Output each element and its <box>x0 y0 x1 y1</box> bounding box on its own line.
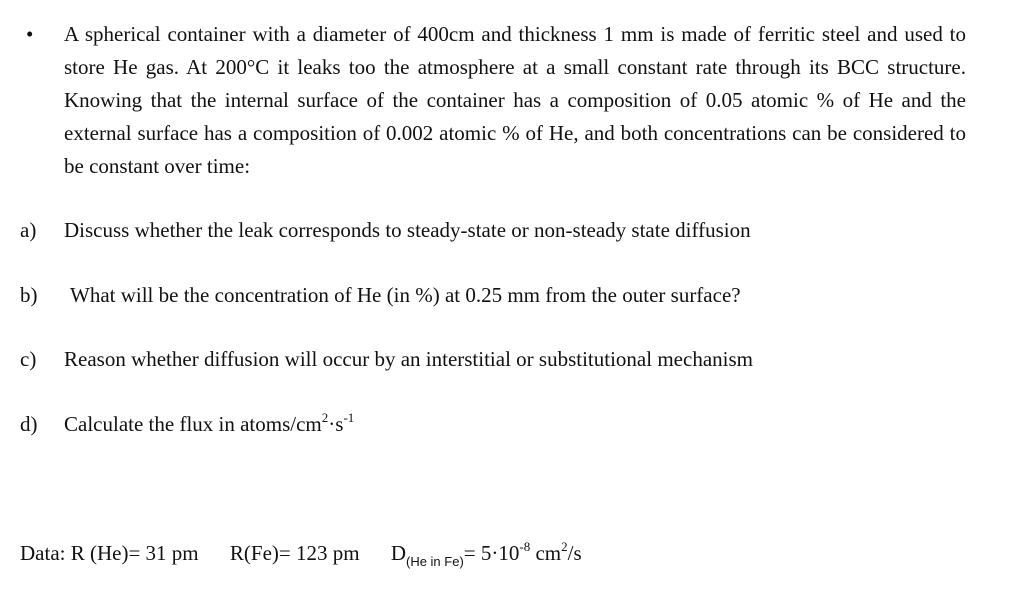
data-diffusion-coefficient <box>390 539 582 569</box>
question-b <box>20 281 980 309</box>
question-a-text: Discuss whether the leak corresponds to steady-state or non-steady state diffusion <box>64 218 751 242</box>
question-c-label: c) <box>20 347 37 371</box>
diffusion-subscript: (He in Fe) <box>405 554 464 569</box>
question-b-text: What will be the concentration of He (in %) at 0.25 mm from the outer surface? <box>70 283 741 307</box>
question-d-text-mid: ·s <box>328 412 344 436</box>
problem-statement: A spherical container with a diameter of 400cm and thickness 1 mm is made of ferritic steel and used to store He gas. At 200°C it leaks too the atmosphere at a small constant rate through its BCC structure. Knowing that the internal surface of the container has a composition of 0.05 atomic % of He and the external surface has a composition of 0.002 atomic % of He, and both concentrations can be considered to be constant over time: <box>64 22 966 178</box>
data-line <box>20 539 1000 567</box>
question-c <box>20 345 980 373</box>
diffusion-value: = 5·10 <box>463 541 520 565</box>
question-d-exponent-cm: 2 <box>321 410 329 425</box>
question-d-label: d) <box>20 412 38 436</box>
question-d-text: Calculate the flux in atoms/cm <box>64 412 322 436</box>
question-c-text: Reason whether diffusion will occur by an interstitial or substitutional mechanism <box>64 347 753 371</box>
diffusion-units-exponent: 2 <box>561 539 568 554</box>
diffusion-exponent: -8 <box>519 539 531 554</box>
question-b-label: b) <box>20 283 38 307</box>
data-radius-he: Data: R (He)= 31 pm <box>20 541 199 565</box>
diffusion-units-tail: /s <box>567 541 582 565</box>
question-a-label: a) <box>20 218 37 242</box>
data-radius-fe: R(Fe)= 123 pm <box>229 541 360 565</box>
diffusion-units: cm <box>530 541 562 565</box>
bullet-point: • <box>26 22 34 46</box>
question-d <box>20 410 980 438</box>
diffusion-symbol: D <box>390 541 406 565</box>
question-a <box>20 216 980 244</box>
question-d-exponent-s: -1 <box>343 410 355 425</box>
